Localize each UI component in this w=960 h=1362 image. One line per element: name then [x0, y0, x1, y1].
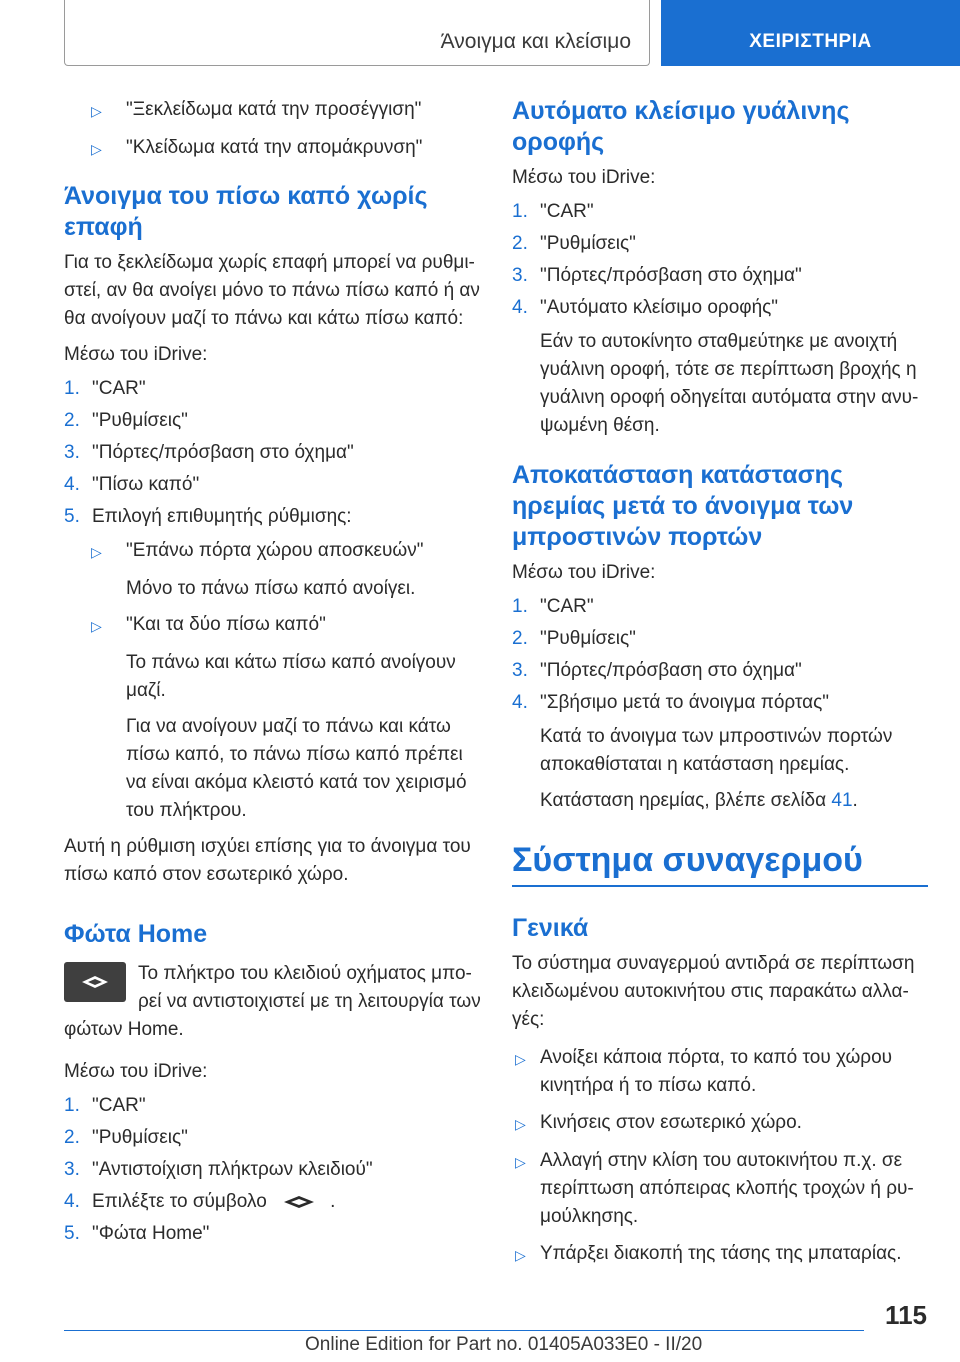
right-column — [512, 96, 928, 1278]
list-item: 3. "Πόρτες/πρόσβαση στο όχημα" — [512, 265, 802, 286]
section-title-home-lights: Φώτα Home — [64, 920, 208, 948]
diamond-chevron-icon — [282, 1195, 316, 1209]
header-tab[interactable] — [661, 0, 960, 66]
list-item: 2. "Ρυθμίσεις" — [512, 233, 636, 254]
paragraph: Το πλήκτρο του κλειδιού οχήματος μπο-ρεί να αντιστοιχιστεί με τη λειτουργία των φώτων Home. — [64, 963, 481, 1040]
list-item: 2. "Ρυθμίσεις" — [64, 1127, 188, 1148]
list-item: ▷ Αλλαγή στην κλίση του αυτοκινήτου π.χ. σε περίπτωση απόπειρας κλοπής τροχών ή ρυ-μούλκησης. — [512, 1147, 928, 1231]
list-item: 4. Επιλέξτε το σύμβολο . — [64, 1191, 336, 1212]
steps-list — [512, 593, 928, 717]
list-item: ▷ Υπάρξει διακοπή της τάσης της μπαταρίας. — [512, 1240, 928, 1269]
header-section-title: Άνοιγμα και κλείσιμο — [440, 30, 631, 53]
list-item: 1. "CAR" — [512, 201, 594, 222]
triangle-right-icon: ▷ — [91, 103, 102, 119]
paragraph: Κατά το άνοιγμα των μπροστινών πορτών αποκαθίσταται η κατάσταση ηρεμίας. — [540, 726, 893, 775]
list-item: ▷ "Επάνω πόρτα χώρου αποσκευών" — [64, 537, 486, 566]
page-reference-link[interactable]: 41 — [831, 790, 853, 811]
paragraph: Το σύστημα συναγερμού αντιδρά σε περίπτωση κλειδωμένου αυτοκινήτου στις παρακάτω αλλα-γές: — [512, 953, 915, 1030]
list-item: 1. "CAR" — [64, 378, 146, 399]
steps-list — [64, 1092, 486, 1248]
triangle-right-icon: ▷ — [91, 618, 102, 634]
paragraph-via: Μέσω του iDrive: — [64, 344, 208, 365]
section-title-auto-roof: Αυτόματο κλείσιμο γυάλινης οροφής — [512, 97, 850, 156]
list-item: 3. "Πόρτες/πρόσβαση στο όχημα" — [512, 660, 802, 681]
list-item: 5. "Φώτα Home" — [64, 1223, 210, 1244]
section-title-general: Γενικά — [512, 914, 589, 942]
list-item: 4. "Σβήσιμο μετά το άνοιγμα πόρτας" — [512, 692, 830, 713]
list-item: 1. "CAR" — [64, 1095, 146, 1116]
home-lights-intro — [64, 960, 486, 1044]
list-item: ▷ "Κλείδωμα κατά την απομάκρυνση" — [64, 134, 486, 163]
paragraph: Αυτή η ρύθμιση ισχύει επίσης για το άνοιγμα του πίσω καπό στον εσωτερικό χώρο. — [64, 836, 471, 885]
list-item: 5. Επιλογή επιθυμητής ρύθμισης: — [64, 506, 352, 527]
triangle-right-icon: ▷ — [91, 544, 102, 560]
paragraph: Κατάσταση ηρεμίας, βλέπε σελίδα 41. — [540, 790, 858, 811]
triangle-right-icon: ▷ — [515, 1116, 526, 1132]
footer-divider — [64, 1330, 864, 1331]
triangle-right-icon: ▷ — [515, 1247, 526, 1263]
triangle-right-icon: ▷ — [515, 1051, 526, 1067]
list-item: ▷ "Και τα δύο πίσω καπό" — [64, 611, 486, 640]
list-item: ▷ "Ξεκλείδωμα κατά την προσέγγιση" — [64, 96, 486, 125]
paragraph-via: Μέσω του iDrive: — [64, 1061, 208, 1082]
list-item: 4. "Πίσω καπό" — [64, 474, 200, 495]
header-section-box — [64, 0, 650, 66]
header-tab-label: ΧΕΙΡΙΣΤΗΡΙΑ — [749, 31, 872, 52]
section-title-trunk-touchless: Άνοιγμα του πίσω καπό χωρίς επαφή — [64, 182, 428, 241]
triangle-right-icon: ▷ — [91, 141, 102, 157]
paragraph: Για το ξεκλείδωμα χωρίς επαφή μπορεί να ρυθμι-στεί, αν θα ανοίγει μόνο το πάνω πίσω καπό ή αν θα ανοίγουν μαζί το πάνω και κάτω πίσω καπό: — [64, 252, 480, 329]
list-item: ▷ Ανοίξει κάποια πόρτα, το καπό του χώρου κινητήρα ή το πίσω καπό. — [512, 1044, 928, 1100]
paragraph-via: Μέσω του iDrive: — [512, 562, 656, 583]
chapter-heading — [512, 839, 928, 887]
list-item: 4. "Αυτόματο κλείσιμο οροφής" — [512, 297, 779, 318]
list-item: 3. "Αντιστοίχιση πλήκτρων κλειδιού" — [64, 1159, 373, 1180]
paragraph: Για να ανοίγουν μαζί το πάνω και κάτω πίσω καπό, το πάνω πίσω καπό πρέπει να είναι ακόμα κλειστό κατά τον χειρισμό του πλήκτρου. — [126, 716, 467, 821]
list-item: 3. "Πόρτες/πρόσβαση στο όχημα" — [64, 442, 354, 463]
paragraph: Το πάνω και κάτω πίσω καπό ανοίγουν μαζί. — [126, 652, 456, 701]
list-item: 2. "Ρυθμίσεις" — [64, 410, 188, 431]
list-item: ▷ Κινήσεις στον εσωτερικό χώρο. — [512, 1109, 928, 1138]
section-title-rest-state: Αποκατάσταση κατάστασης ηρεμίας μετά το άνοιγμα των μπροστινών πορτών — [512, 461, 854, 551]
home-lights-key-icon — [64, 962, 126, 1002]
steps-list — [64, 375, 486, 531]
diamond-chevron-icon — [80, 975, 110, 989]
steps-list — [512, 198, 928, 322]
triangle-right-icon: ▷ — [515, 1154, 526, 1170]
paragraph: Εάν το αυτοκίνητο σταθμεύτηκε με ανοιχτή γυάλινη οροφή, τότε σε περίπτωση βροχής η γυάλινη οροφή οδηγείται αυτόματα στην ανυ-ψωμένη θέση. — [540, 331, 919, 436]
page-number: 115 — [885, 1300, 927, 1330]
footer-edition: Online Edition for Part no. 01405A033E0 - II/20 — [305, 1334, 703, 1355]
list-item: 2. "Ρυθμίσεις" — [512, 628, 636, 649]
paragraph-via: Μέσω του iDrive: — [512, 167, 656, 188]
list-item: 1. "CAR" — [512, 596, 594, 617]
paragraph: Μόνο το πάνω πίσω καπό ανοίγει. — [126, 578, 416, 599]
chapter-title-alarm: Σύστημα συναγερμού — [512, 841, 863, 879]
left-column — [64, 96, 486, 1254]
